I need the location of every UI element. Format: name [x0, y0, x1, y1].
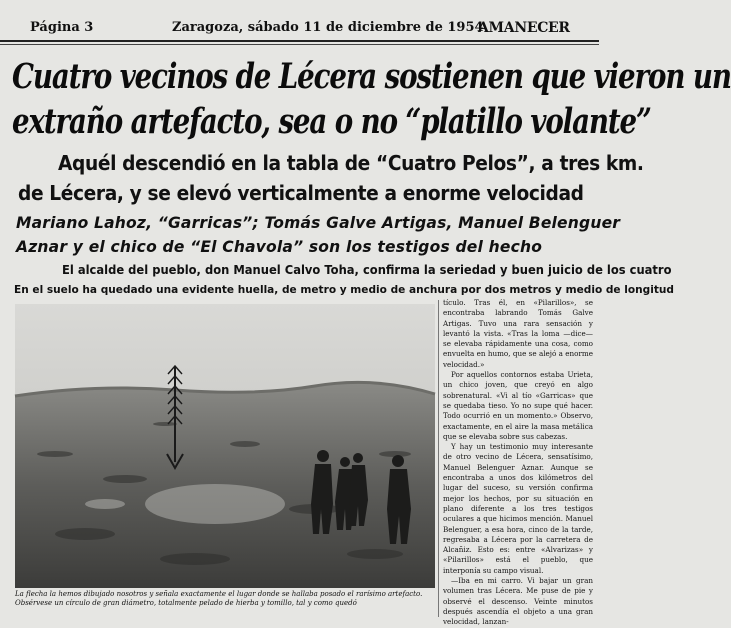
deck-line-1: Aquél descendió en la tabla de “Cuatro Pelos”, a tres km. — [58, 151, 644, 175]
deck-line-2: de Lécera, y se elevó verticalmente a enorme velocidad — [18, 181, 584, 205]
masthead-rule-thin — [0, 44, 599, 45]
page-number: Página 3 — [30, 20, 94, 35]
column-paragraph: —Iba en mi carro. Vi bajar un gran volumen tras Lécera. Me puse de pie y observé el descenso. Veinte minutos después ascendía el objeto a una gran velocidad, lanzan- — [443, 576, 593, 627]
news-photo — [15, 304, 435, 588]
newspaper-name: AMANECER — [478, 20, 570, 36]
dateline: Zaragoza, sábado 11 de diciembre de 1954 — [172, 20, 484, 35]
column-paragraph: tículo. Tras él, en «Pilarillos», se encontraba labrando Tomás Galve Artigas. Tuvo una rara sensación y levantó la vista. «Tras la loma —dice— se elevaba rápidamente una cosa, como envuelta en humo, que se alejó a enorme velocidad.» — [443, 298, 593, 369]
field-photo-illustration — [15, 304, 435, 588]
witnesses-line-1: Mariano Lahoz, “Garricas”; Tomás Galve Artigas, Manuel Belenguer — [16, 213, 621, 232]
masthead — [0, 0, 599, 44]
headline-line-1: Cuatro vecinos de Lécera sostienen que vieron un — [12, 56, 731, 97]
column-paragraph: Por aquellos contornos estaba Urieta, un chico joven, que creyó en algo sobrenatural. «Vi al tío «Garricas» que se quedaba tieso. Yo no supe qué hacer. Todo ocurrió en un momento.» Observo, exactamente, en el aire la masa metálica que se elevaba sobre sus cabezas. — [443, 370, 593, 441]
headline-line-2: extraño artefacto, sea o no “platillo volante” — [12, 101, 651, 142]
subhead-trace: En el suelo ha quedado una evidente huella, de metro y medio de anchura por dos metros y medio de longitud — [14, 283, 674, 296]
witnesses-line-2: Aznar y el chico de “El Chavola” son los testigos del hecho — [16, 237, 543, 256]
column-paragraph: Y hay un testimonio muy interesante de otro vecino de Lécera, sensatísimo, Manuel Belenguer Aznar. Aunque se encontraba a unos dos kilómetros del lugar del suceso, su versión confirma mejor los hechos, por su situación en plano diferente a los tres testigos oculares a que hicimos mención. Manuel Belenguer, a esa hora, cinco de la tarde, regresaba a Lécera por la carretera de Alcañiz. Esto es: entre «Alvarizas» y «Pilarillos» está el pueblo, que interponía su campo visual. — [443, 442, 593, 575]
article-column — [443, 298, 593, 627]
photo-caption: La flecha la hemos dibujado nosotros y señala exactamente el lugar donde se hallaba posado el rarísimo artefacto. Obsérvese un círculo de gran diámetro, totalmente pelado de hierba y tomillo, tal y como quedó — [15, 590, 423, 607]
subhead-mayor: El alcalde del pueblo, don Manuel Calvo Toha, confirma la seriedad y buen juicio de los cuatro — [62, 263, 672, 277]
column-divider — [438, 300, 439, 617]
masthead-rule — [0, 40, 599, 42]
